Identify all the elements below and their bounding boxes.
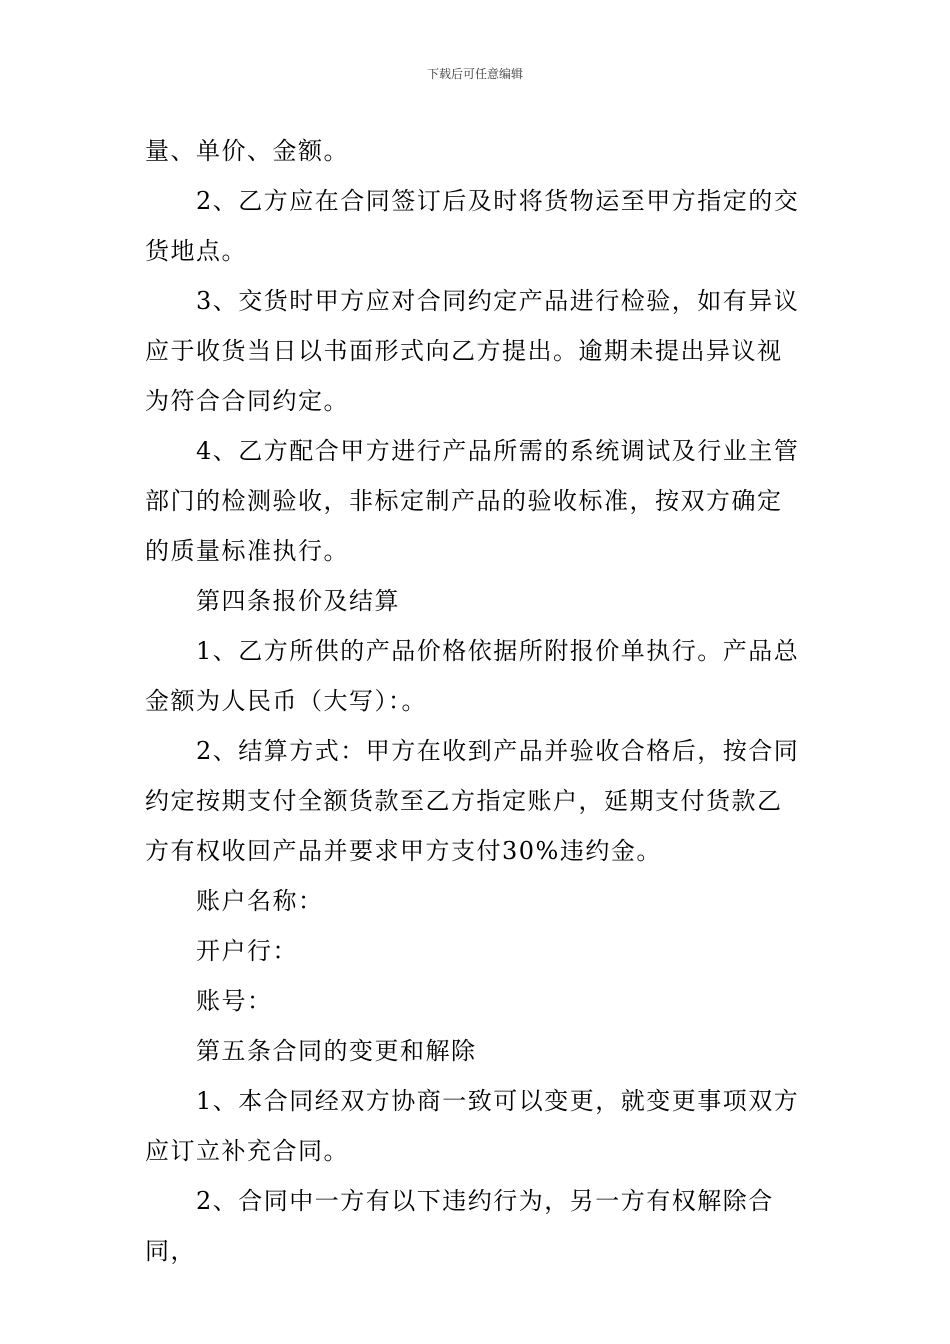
document-body [145, 126, 807, 1276]
paragraph-2: 2、乙方应在合同签订后及时将货物运至甲方指定的交货地点。 [145, 187, 800, 265]
page-header: 下载后可任意编辑 [426, 67, 523, 81]
paragraph-13: 2、合同中一方有以下违约行为，另一方有权解除合同， [145, 1187, 774, 1265]
paragraph-3: 3、交货时甲方应对合同约定产品进行检验，如有异议应于收货当日以书面形式向乙方提出。逾期未提出异议视为符合合同约定。 [145, 287, 800, 415]
paragraph-6: 1、乙方所供的产品价格依据所附报价单执行。产品总金额为人民币（大写）：。 [145, 637, 800, 715]
account-name-label: 账户名称： [196, 887, 324, 915]
section-heading-5: 第五条合同的变更和解除 [196, 1037, 477, 1065]
paragraph-1: 量、单价、金额。 [145, 137, 349, 165]
paragraph-7: 2、结算方式：甲方在收到产品并验收合格后，按合同约定按期支付全额货款至乙方指定账户，延期支付货款乙方有权收回产品并要求甲方支付30%违约金。 [145, 737, 800, 865]
section-heading-4: 第四条报价及结算 [196, 587, 400, 615]
bank-label: 开户行： [196, 937, 298, 965]
paragraph-12: 1、本合同经双方协商一致可以变更，就变更事项双方应订立补充合同。 [145, 1087, 800, 1165]
paragraph-4: 4、乙方配合甲方进行产品所需的系统调试及行业主管部门的检测验收，非标定制产品的验收标准，按双方确定的质量标准执行。 [145, 437, 800, 565]
account-number-label: 账号： [196, 987, 273, 1015]
